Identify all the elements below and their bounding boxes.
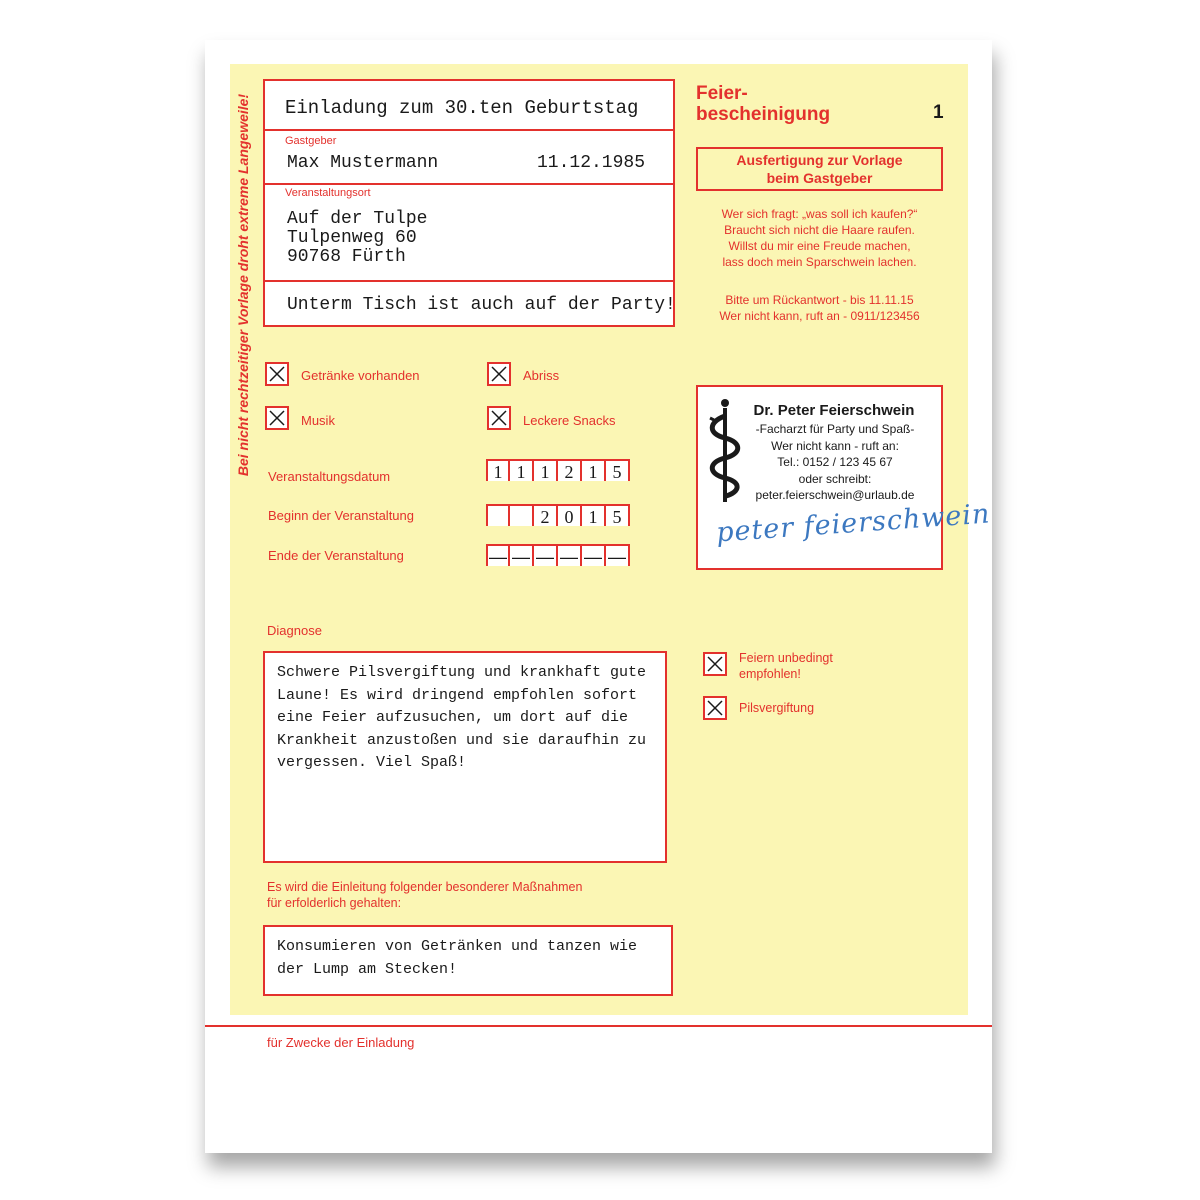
begin-field[interactable]: 2 0 1 5 xyxy=(486,504,630,526)
footer-text: für Zwecke der Einladung xyxy=(267,1035,415,1050)
diagnosis-box[interactable]: Schwere Pilsvergiftung und krankhaft gute Laune! Es wird dringend empfohlen sofort eine Feier aufzusuchen, um dort auf die Krankheit anzustoßen und sie daraufhin zu vergessen. Viel Spaß! xyxy=(263,651,667,863)
doctor-details: -Facharzt für Party und Spaß- Wer nicht kann - ruft an: Tel.: 0152 / 123 45 67 oder schreibt: peter.feierschwein@urlaub.de xyxy=(755,422,915,502)
measures-label: Es wird die Einleitung folgender besonderer Maßnahmen für erfolderlich gehalten: xyxy=(267,880,583,910)
cross-icon xyxy=(707,700,723,716)
doctor-name: Dr. Peter Feierschwein xyxy=(753,402,915,419)
celebrate-label: Feiern unbedingt empfohlen! xyxy=(739,651,833,681)
signature: peter feierschwein xyxy=(715,498,992,549)
venue-label: Veranstaltungsort xyxy=(285,187,371,199)
form-title: Feier- bescheinigung xyxy=(696,83,831,125)
cross-icon xyxy=(491,366,507,382)
cross-icon xyxy=(269,410,285,426)
box-divider xyxy=(265,183,673,185)
venue-line: Tulpenweg 60 xyxy=(287,228,417,248)
end-label: Ende der Veranstaltung xyxy=(268,548,404,563)
invitation-title: Einladung zum 30.ten Geburtstag xyxy=(285,97,639,119)
cross-icon xyxy=(707,656,723,672)
diagnosis-label: Diagnose xyxy=(267,623,322,638)
venue-line: Auf der Tulpe xyxy=(287,209,428,229)
host-label: Gastgeber xyxy=(285,135,337,147)
drinks-checkbox[interactable] xyxy=(265,362,289,386)
rsvp-text: Bitte um Rückantwort - bis 11.11.15 Wer nicht kann, ruft an - 0911/123456 xyxy=(719,293,920,323)
music-checkbox[interactable] xyxy=(265,406,289,430)
birth-date: 11.12.1985 xyxy=(537,153,646,173)
cross-icon xyxy=(491,410,507,426)
abriss-checkbox[interactable] xyxy=(487,362,511,386)
host-name: Max Mustermann xyxy=(287,153,439,173)
snacks-label: Leckere Snacks xyxy=(523,413,616,428)
poem-text: Wer sich fragt: „was soll ich kaufen?“ Braucht sich nicht die Haare raufen. Willst du mir eine Freude machen, lass doch mein Sparschwein lachen. xyxy=(721,207,918,269)
footer-divider xyxy=(205,1025,992,1027)
abriss-label: Abriss xyxy=(523,368,560,383)
pils-label: Pilsvergiftung xyxy=(739,701,815,715)
begin-label: Beginn der Veranstaltung xyxy=(268,508,414,523)
caduceus-icon xyxy=(706,396,744,506)
drinks-label: Getränke vorhanden xyxy=(301,368,420,383)
form-number: 1 xyxy=(933,102,944,123)
snacks-checkbox[interactable] xyxy=(487,406,511,430)
event-date-field[interactable]: 1 1 1 2 1 5 xyxy=(486,459,630,481)
music-label: Musik xyxy=(301,413,335,428)
cross-icon xyxy=(269,366,285,382)
event-date-label: Veranstaltungsdatum xyxy=(268,469,391,484)
party-note: Unterm Tisch ist auch auf der Party! xyxy=(287,295,676,315)
copy-notice-box: Ausfertigung zur Vorlage beim Gastgeber xyxy=(696,147,943,191)
box-divider xyxy=(265,129,673,131)
end-field[interactable]: — — — — — — xyxy=(486,544,630,566)
pils-checkbox[interactable] xyxy=(703,696,727,720)
celebrate-checkbox[interactable] xyxy=(703,652,727,676)
venue-line: 90768 Fürth xyxy=(287,247,406,267)
measures-box[interactable]: Konsumieren von Getränken und tanzen wie der Lump am Stecken! xyxy=(263,925,673,996)
box-divider xyxy=(265,280,673,282)
